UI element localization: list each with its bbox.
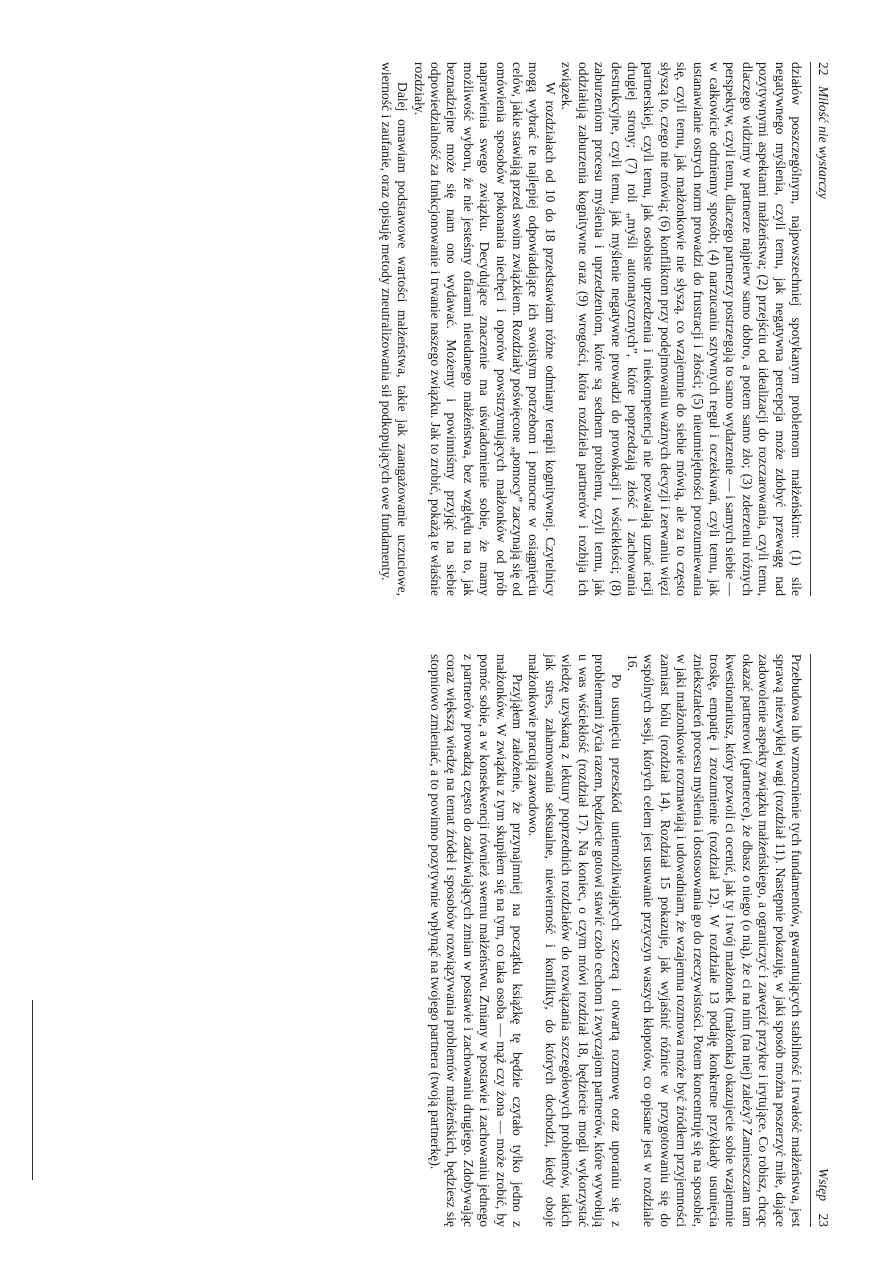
footer-rule [32, 1000, 33, 1180]
right-page-header [810, 654, 831, 1227]
running-title: Wstęp [816, 1168, 831, 1201]
right-page-body [427, 654, 804, 1227]
paragraph: Po usunięciu przeszkód uniemożliwiających szczerą i otwartą rozmowę oraz uporaniu się z problemami życia razem, będziecie gotowi stawić czoło cechom i zwyczajom partnerów, które wywołują u was wściekłość (rozdział 17). Na koniec, o czym mówi rozdział 18, będziecie mogli wykorzystać wiedzę uzyskaną z lektury poprzednich rozdziałów do rozwiązania szczegółowych problemów, takich jak stres, zahamowania seksualne, niewierność i konflikty, do których dochodzi, kiedy oboje małżonkowie pracują zawodowo. [526, 654, 624, 1227]
right-page [0, 632, 893, 1263]
paragraph: Przyjąłem założenie, że przynajmniej na początku książkę tę będzie czytało tylko jedno z małżonków. W związku z tym skupiłem się na tym, co taka osoba — mąż czy żona — może zrobić, by pomóc sobie, a w konsekwencji również swemu małżeństwu. Zmiany w postawie i zachowaniu jednego z partnerów prowadzą często do zadziwiających zmian w postawie i zachowaniu drugiego. Zdobywając coraz większą wiedzę na temat źródeł i sposobów rozwiązywania problemów małżeńskich, będziesz się stopniowo zmieniać, a to powinno pozytywnie wpłynąć na twojego partnera (twoją partnerkę). [428, 654, 526, 1227]
left-page-body [377, 62, 804, 596]
paragraph: Przebudowa lub wzmocnienie tych fundamentów, gwarantujących stabilność i trwałość małżeństwa, jest sprawą niezwykłej wagi (rozdział 11). Następnie pokazuję, w jaki sposób można poszerzyć miłe, dające zadowolenie aspekty związku małżeńskiego, a ograniczyć i zawęzić przykre i irytujące. Co robisz, chcąc okazać partnerowi (partnerce), że dbasz o niego (o nią), że ci na nim (na niej) zależy? Zamieszczam tam kwestionariusz, który pozwoli ci ocenić, jak ty i twój małżonek (małżonka) okazujecie sobie wzajemnie troskę, empatię i zrozumienie (rozdział 12). W rozdziale 13 podaję konkretne przykłady usunięcia zniekształceń procesu myślenia i dostosowania go do rzeczywistości. Potem koncentruję się na sposobie, w jaki małżonkowie rozmawiają i udowadniam, że wzajemna rozmowa może być źródłem przyjemności zamiast bólu (rozdział 14). Rozdział 15 pokazuje, jak wyjaśnić różnice w przygotowaniu się do wspólnych sesji, których celem jest usuwanie przyczyn waszych kłopotów, co opisane jest w rozdziale 16. [624, 654, 804, 1227]
paragraph: działów poszczególnym, najpowszechniej spotykanym problemom małżeńskim: (1) sile negatywnego myślenia, czyli temu, jak negatywna percepcja może zdobyć przewagę nad pozytywnymi aspektami małżeństwa; (2) przejściu od idealizacji do rozczarowania, czyli temu, dlaczego widzimy w partnerze najpierw samo dobro, a potem samo zło; (3) zderzeniu różnych perspektyw, czyli temu, dlaczego partnerzy postrzegają to samo wydarzenie — i samych siebie — w całkowicie odmienny sposób; (4) narzucaniu sztywnych reguł i oczekiwań, czyli temu, jak ustanawianie ostrych norm prowadzi do frustracji i złości; (5) nieumiejętności porozumiewania się, czyli temu, jak małżonkowie nie słyszą, co wzajemnie do siebie mówią, ale za to często słyszą to, czego nie mówią; (6) konfliktom przy podejmowaniu ważnych decyzji i zerwaniu więzi partnerskiej, czyli temu, jak osobiste uprzedzenia i niekompetencja nie pozwalają uznać racji drugiej strony; (7) roli „myśli automatycznych”, które poprzedzają złość i zachowania destrukcyjne, czyli temu, jak myślenie negatywne prowadzi do prowokacji i wściekłości; (8) zaburzeniom procesu myślenia i uprzedzeniom, które są sednem problemu, czyli temu, jak oddziałują zaburzenia kognitywne oraz (9) wrogości, która rozdziela partnerów i rozbija ich związek. [559, 62, 804, 596]
page-number: 23 [816, 1213, 831, 1227]
running-title: Miłość nie wystarczy [816, 86, 831, 199]
paragraph: W rozdziałach od 10 do 18 przedstawiam różne odmiany terapii kognitywnej. Czytelnicy mogą wybrać te najlepiej odpowiadające ich swoistym potrzebom i pomocne w osiągnięciu celów, jakie stawiają przed swoim związkiem. Rozdziały poświęcone „pomocy” zaczynają się od omówienia sposobów pokonania niechęci i oporów powstrzymujących małżonków od prób naprawienia swego związku. Decydujące znaczenie ma uświadomienie sobie, że mamy możliwość wyboru, że nie jesteśmy ofiarami nieudanego małżeństwa, bez względu na to, jak beznadziejne może się nam ono wydawać. Możemy i powinniśmy przyjąć na siebie odpowiedzialność za funkcjonowanie i trwanie naszego związku. Jak to zrobić, pokażą te właśnie rozdziały. [411, 62, 558, 596]
page-number: 22 [816, 62, 831, 76]
paragraph: Dalej omawiam podstawowe wartości małżeństwa, takie jak zaangażowanie uczuciowe, wierność i zaufanie, oraz opisuję metody zneutralizowania sił podkopujących owe fundamenty. [378, 62, 411, 596]
left-page-header [810, 62, 831, 596]
